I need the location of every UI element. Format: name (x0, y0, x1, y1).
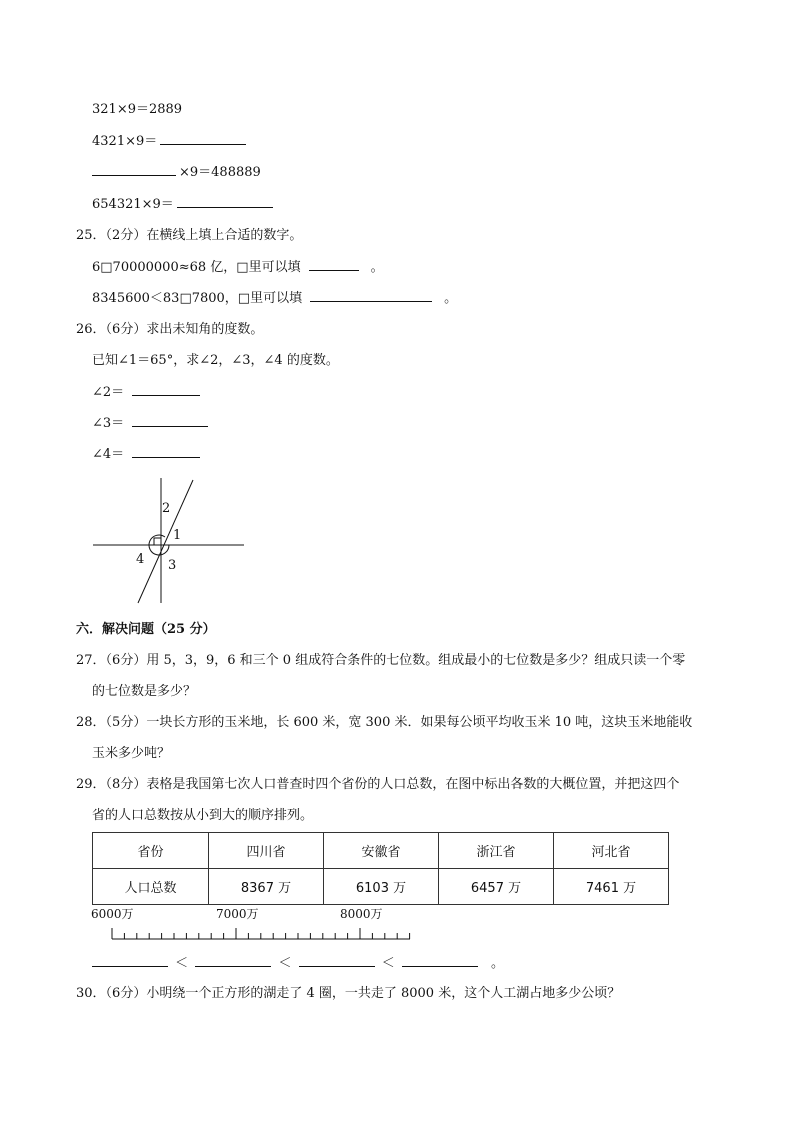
q25-line-1-text: 6□70000000≈68 亿，□里可以填 (92, 260, 301, 275)
number-line-ticks (112, 928, 410, 939)
q25-line-2-text: 8345600＜83□7800，□里可以填 (92, 291, 303, 306)
period: 。 (444, 291, 458, 306)
q26-given: 已知∠1＝65°，求∠2，∠3，∠4 的度数。 (92, 353, 339, 368)
axis-label-8000: 8000万 (340, 907, 383, 921)
answer-blank[interactable] (299, 954, 375, 967)
table-cell: 四川省 (209, 833, 324, 869)
q24-line-1: 321×9＝2889 (92, 102, 183, 117)
answer-blank[interactable] (402, 954, 478, 967)
q26-angle2 (92, 383, 203, 402)
q28-line-2: 玉米多少吨？ (92, 746, 171, 761)
q25-line-2 (92, 289, 457, 308)
angle2-label: ∠2＝ (92, 385, 125, 400)
angle-label-3: 3 (168, 558, 177, 573)
q24-line-2 (92, 132, 249, 151)
answer-blank[interactable] (92, 954, 168, 967)
q25-title: 25．（2分）在横线上填上合适的数字。 (76, 228, 303, 243)
answer-blank[interactable] (92, 163, 176, 176)
q28-line-1: 28．（5分）一块长方形的玉米地，长 600 米，宽 300 米．如果每公顷平均收玉米 10 吨，这块玉米地能收 (76, 715, 693, 730)
angle-label-1: 1 (173, 528, 182, 543)
period: 。 (370, 260, 384, 275)
table-cell: 安徽省 (324, 833, 439, 869)
angle-label-2: 2 (162, 501, 171, 516)
table-cell: 8367 万 (209, 869, 324, 905)
q25-line-1 (92, 258, 384, 277)
section-6-heading: 六．解决问题（25 分） (76, 622, 216, 637)
q30-line-1: 30．（6分）小明绕一个正方形的湖走了 4 圈，一共走了 8000 米，这个人工湖占地多少公顷？ (76, 986, 621, 1001)
answer-blank[interactable] (132, 445, 200, 458)
angle3-label: ∠3＝ (92, 416, 125, 431)
angle-figure (90, 475, 260, 605)
q29-line-1: 29．（8分）表格是我国第七次人口普查时四个省份的人口总数，在图中标出各数的大概位置，并把这四个 (76, 777, 680, 792)
answer-blank[interactable] (177, 195, 273, 208)
q24-line-3 (92, 163, 261, 182)
answer-blank[interactable] (309, 258, 359, 271)
population-table (92, 832, 669, 905)
table-cell: 省份 (93, 833, 209, 869)
axis-label-6000: 6000万 (91, 907, 134, 921)
table-row (93, 869, 669, 905)
answer-blank[interactable] (310, 289, 432, 302)
q26-title: 26．（6分）求出未知角的度数。 (76, 322, 264, 337)
answer-blank[interactable] (195, 954, 271, 967)
less-than-sign: ＜ (381, 956, 395, 971)
answer-blank[interactable] (132, 414, 208, 427)
order-answer-row (92, 954, 504, 973)
axis-label-7000: 7000万 (216, 907, 259, 921)
q24-line-3-text: ×9＝488889 (179, 165, 261, 180)
table-cell: 6103 万 (324, 869, 439, 905)
number-line (88, 904, 418, 946)
table-cell: 浙江省 (439, 833, 554, 869)
q29-line-2: 省的人口总数按从小到大的顺序排列。 (92, 808, 314, 823)
table-cell: 7461 万 (554, 869, 669, 905)
table-cell: 人口总数 (93, 869, 209, 905)
angle-label-4: 4 (136, 552, 145, 567)
table-cell: 河北省 (554, 833, 669, 869)
angle4-label: ∠4＝ (92, 447, 125, 462)
q27-line-1: 27．（6分）用 5，3，9，6 和三个 0 组成符合条件的七位数。组成最小的七位数是多少？组成只读一个零 (76, 653, 686, 668)
less-than-sign: ＜ (175, 956, 189, 971)
table-row (93, 833, 669, 869)
right-angle-mark (154, 538, 161, 545)
q26-angle3 (92, 414, 211, 433)
q24-line-4-text: 654321×9＝ (92, 197, 174, 212)
answer-blank[interactable] (132, 383, 200, 396)
q26-angle4 (92, 445, 203, 464)
answer-blank[interactable] (160, 132, 246, 145)
less-than-sign: ＜ (278, 956, 292, 971)
period: 。 (491, 956, 505, 971)
q24-line-2-text: 4321×9＝ (92, 134, 158, 149)
table-cell: 6457 万 (439, 869, 554, 905)
q27-line-2: 的七位数是多少？ (92, 684, 197, 699)
q24-line-4 (92, 195, 276, 214)
slanted-line (138, 480, 193, 603)
